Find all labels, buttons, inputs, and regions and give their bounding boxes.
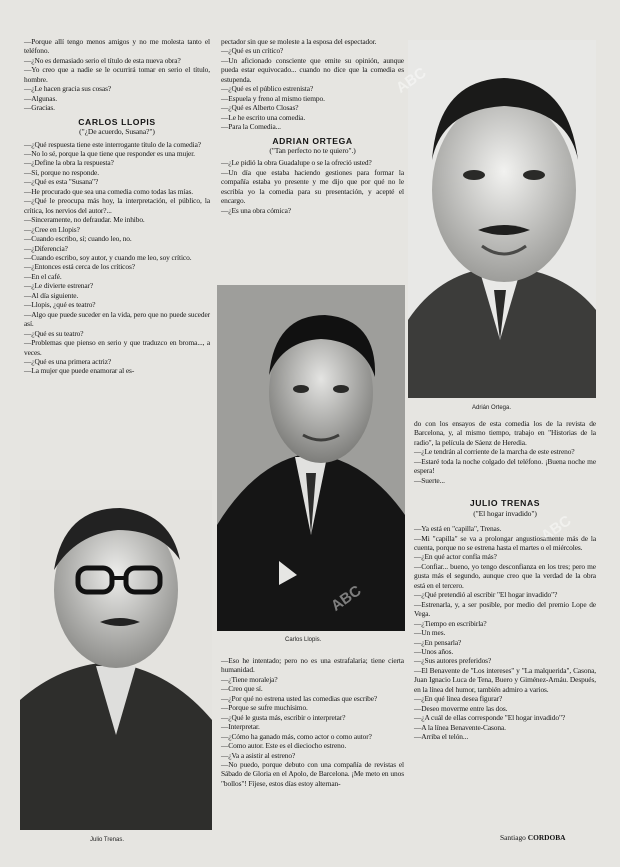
carlos-llopis-heading: CARLOS LLOPIS	[78, 116, 156, 127]
paragraph: —¿Qué es esta "Susana"?	[24, 177, 99, 187]
paragraph: —Problemas que pienso en serio y que traduzco en broma..., a veces.	[24, 338, 210, 357]
paragraph: —Un aficionado consciente que emite su opinión, aunque pueda estar equivocado... cuando no dice que la comedia es estupenda.	[221, 55, 404, 84]
column-1-paragraphs	[24, 37, 210, 113]
paragraph: —Cuando escribo, sí; cuando leo, no.	[24, 234, 132, 244]
adrian-ortega-portrait-image	[408, 40, 596, 398]
paragraph: —Confiar... bueno, yo tengo desconfianza en los tres; pero me gusta más el segundo, aunque creo que la verdad de la obra está en el tercero.	[414, 561, 596, 590]
adrian-ortega-interview	[221, 158, 404, 215]
adrian-ortega-caption: Adrián Ortega.	[472, 405, 512, 411]
paragraph: —El Benavente de "Los intereses" y "La malquerida", Casona, Juan Ignacio Luca de Tena, Buero y Giménez-Arnáu. Después, en la línea del humor, también admiro a varios.	[414, 665, 596, 694]
paragraph: —¿Qué es una primera actriz?	[24, 356, 112, 366]
paragraph: —Arriba el telón...	[414, 732, 469, 742]
paragraph: —Yo creo que a nadie se le ocurrirá tomar en serio el título, hombre.	[24, 65, 210, 84]
signature-name: Santiago	[500, 833, 526, 842]
signature-surname: CORDOBA	[527, 833, 566, 842]
paragraph: —Cuando escribo, soy autor, y cuando me leo, soy crítico.	[24, 252, 192, 262]
carlos-llopis-caption: Carlos Llopis.	[285, 637, 322, 643]
paragraph: —Unos años.	[414, 646, 454, 656]
paragraph: —¿Tiene moraleja?	[221, 674, 278, 684]
paragraph: —La mujer que puede enamorar al es-	[24, 366, 135, 376]
paragraph: —¿En qué línea desea figurar?	[414, 694, 503, 704]
paragraph: —Un mes.	[414, 628, 446, 638]
paragraph: —He procurado que sea una comedia como todas las mías.	[24, 186, 194, 196]
paragraph: —Llopis, ¿qué es teatro?	[24, 300, 96, 310]
paragraph: —Sí, porque no responde.	[24, 167, 99, 177]
adrian-ortega-subtitle: ("Tan perfecto no te quiero".)	[269, 145, 356, 155]
carlos-llopis-portrait-image	[217, 285, 405, 631]
paragraph: —¿Define la obra la respuesta?	[24, 158, 114, 168]
paragraph: —¿Cree en Llopis?	[24, 224, 80, 234]
paragraph: —Mi "capilla" se va a prolongar angustiosamente más de la cuenta, porque no se estrena hasta el martes o el miércoles.	[414, 533, 596, 552]
paragraph: —¿Le tendrán al corriente de la marcha de este estreno?	[414, 447, 575, 457]
julio-trenas-photo	[20, 490, 212, 830]
paragraph: —¿Le hacen gracia sus cosas?	[24, 84, 112, 94]
column-1	[24, 37, 210, 376]
carlos-llopis-interview	[24, 140, 210, 376]
carlos-llopis-subtitle: ("¿De acuerdo, Susana?")	[79, 127, 155, 137]
paragraph: —¿No es demasiado serio el título de esta nueva obra?	[24, 55, 181, 65]
paragraph: —¿Qué es un crítico?	[221, 46, 284, 56]
column-3-top	[414, 419, 596, 742]
column-3-top-paragraphs	[414, 419, 596, 485]
paragraph: —Algunas.	[24, 93, 57, 103]
paragraph: —¿Sus autores preferidos?	[414, 656, 492, 666]
paragraph: —Deseo moverme entre las dos.	[414, 703, 508, 713]
paragraph: —¿Diferencia?	[24, 243, 68, 253]
paragraph: —Un día que estaba haciendo gestiones para formar la compañía estaba yo presente y me dijo que por qué no le escribía yo la comedia para su presentación, y acepté el encargo.	[221, 167, 404, 206]
abc-watermark: ABC	[393, 64, 430, 97]
paragraph: —¿Entonces está cerca de los críticos?	[24, 262, 135, 272]
column-2-bottom	[221, 656, 404, 788]
paragraph: —En el café.	[24, 271, 62, 281]
paragraph: —¿A cuál de ellas corresponde "El hogar invadido"?	[414, 713, 566, 723]
julio-trenas-caption: Julio Trenas.	[90, 837, 125, 843]
paragraph: do con los ensayos de esta comedia los de la revista de Barcelona, y, al mismo tiempo, trabajo en "Historias de la radio", la película de Sáenz de Heredia.	[414, 419, 596, 447]
paragraph: —¿Es una obra cómica?	[221, 205, 291, 215]
paragraph: pectador sin que se moleste a la esposa del espectador.	[221, 37, 377, 46]
abc-watermark: ABC	[538, 512, 575, 545]
julio-trenas-portrait-image	[20, 490, 212, 830]
paragraph: —Estaré toda la noche colgado del teléfono. ¡Buena noche me espera!	[414, 456, 596, 476]
paragraph: —¿Por qué no estrena usted las comedias que escribe?	[221, 693, 378, 703]
paragraph: —Interpretar.	[221, 722, 260, 732]
julio-trenas-subtitle: ("El hogar invadido")	[473, 508, 537, 518]
adrian-ortega-photo	[408, 40, 596, 398]
paragraph: —Porque se sufre muchísimo.	[221, 703, 308, 713]
abc-watermark: ABC	[328, 582, 365, 615]
paragraph: —¿Qué pretendió al escribir "El hogar invadido"?	[414, 590, 558, 600]
paragraph: —No lo sé, porque la que tiene que responder es una mujer.	[24, 148, 195, 158]
paragraph: —¿Qué le gusta más, escribir o interpretar?	[221, 712, 346, 722]
paragraph: —¿En qué actor confía más?	[414, 552, 497, 562]
paragraph: —¿Qué es su teatro?	[24, 328, 84, 338]
paragraph: —¿Cómo ha ganado más, como actor o como autor?	[221, 731, 372, 741]
julio-trenas-interview	[414, 524, 596, 741]
paragraph: —Gracias.	[24, 103, 55, 113]
julio-trenas-heading: JULIO TRENAS	[469, 498, 541, 509]
paragraph: —Espuela y freno al mismo tiempo.	[221, 93, 325, 103]
paragraph: —Como autor. Este es el dieciocho estreno.	[221, 741, 347, 751]
paragraph: —¿Qué es Alberto Closas?	[221, 103, 299, 113]
column-2-top	[221, 37, 404, 215]
paragraph: —Sinceramente, no defraudar. Me inhibo.	[24, 215, 145, 225]
paragraph: —¿Qué respuesta tiene este interrogante título de la comedia?	[24, 139, 201, 149]
adrian-ortega-heading: ADRIAN ORTEGA	[272, 135, 353, 146]
carlos-llopis-photo	[217, 285, 405, 631]
paragraph: —Le he escrito una comedia.	[221, 112, 306, 122]
paragraph: —Ya está en "capilla", Trenas.	[414, 524, 502, 534]
paragraph: —¿Tiempo en escribirla?	[414, 618, 487, 628]
paragraph: —Estrenarla, y, a ser posible, por medio del premio Lope de Vega.	[414, 599, 596, 619]
paragraph: —No puedo, porque debuto con una compañía de revistas el Sábado de Gloria en el Apolo, de Barcelona. ¡Me meto en unos "bollos"! Fíjese, estos días estoy alternan-	[221, 759, 404, 788]
paragraph: —A la línea Benavente-Casona.	[414, 722, 506, 732]
paragraph: —¿Qué es el público estrenista?	[221, 84, 314, 94]
paragraph: —¿Qué le preocupa más hoy, la interpretación, el público, la crítica, los nervios del autor?...	[24, 196, 210, 215]
paragraph: —¿En pensarla?	[414, 637, 462, 647]
column-2-top-paragraphs	[221, 37, 404, 132]
paragraph: —Eso he intentado; pero no es una estrafalaria; tiene cierta humanidad.	[221, 656, 404, 675]
paragraph: —Porque allí tengo menos amigos y no me molesta tanto el teléfono.	[24, 37, 210, 56]
author-signature	[500, 833, 566, 842]
paragraph: —Suerte...	[414, 475, 445, 485]
paragraph: —Creo que sí.	[221, 684, 263, 694]
paragraph: —Algo que puede suceder en la vida, pero que no puede suceder así.	[24, 309, 210, 329]
paragraph: —Al día siguiente.	[24, 290, 79, 300]
paragraph: —Para la Comedia...	[221, 122, 281, 132]
paragraph: —¿Le divierte estrenar?	[24, 281, 94, 291]
paragraph: —¿Le pidió la obra Guadalupe o se la ofreció usted?	[221, 158, 372, 168]
paragraph: —¿Va a asistir al estreno?	[221, 750, 296, 760]
